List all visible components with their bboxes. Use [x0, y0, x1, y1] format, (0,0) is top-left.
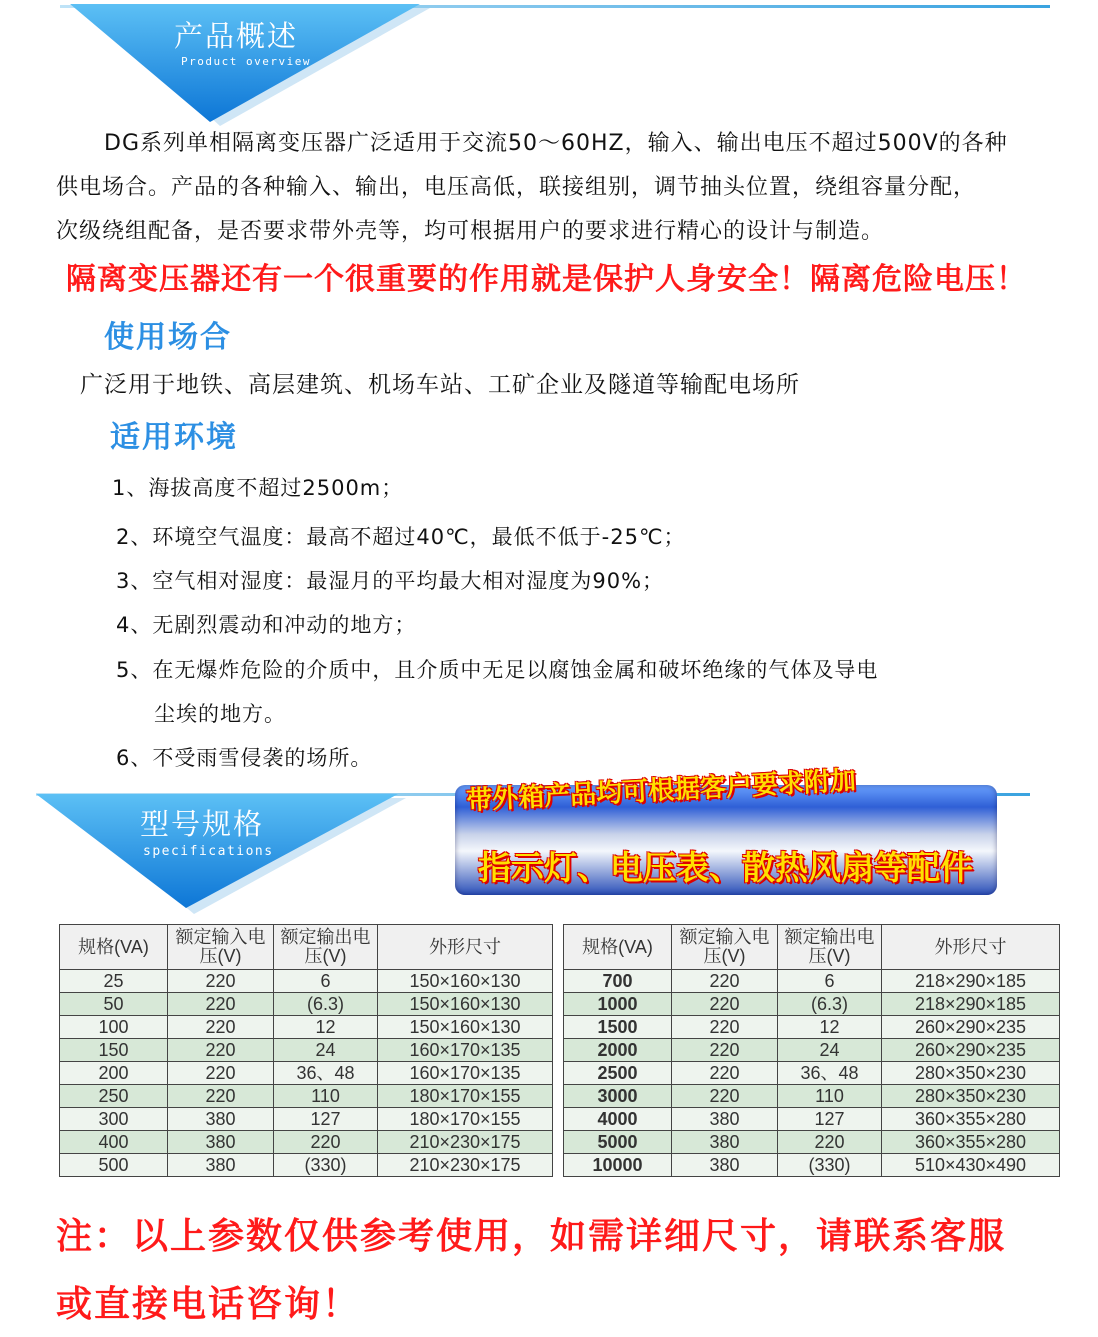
cell-output-voltage: 127 [274, 1108, 378, 1131]
env-item-5: 5、在无爆炸危险的介质中，且介质中无足以腐蚀金属和破坏绝缘的气体及导电 [116, 658, 879, 682]
cell-input-voltage: 220 [168, 1016, 274, 1039]
cell-dimensions: 150×160×130 [378, 993, 553, 1016]
cell-dimensions: 160×170×135 [378, 1062, 553, 1085]
cell-input-voltage: 380 [672, 1108, 778, 1131]
cell-capacity: 300 [60, 1108, 168, 1131]
cell-output-voltage: 36、48 [274, 1062, 378, 1085]
overview-line-3: 次级绕组配备，是否要求带外壳等，均可根据用户的要求进行精心的设计与制造。 [56, 219, 885, 244]
cell-input-voltage: 220 [168, 1039, 274, 1062]
cell-input-voltage: 220 [672, 993, 778, 1016]
cell-output-voltage: 36、48 [778, 1062, 882, 1085]
table-row [564, 1039, 1060, 1062]
section-subtitle: specifications [143, 844, 274, 859]
contact-note-line-2: 或直接电话咨询！ [56, 1284, 361, 1325]
usage-text: 广泛用于地铁、高层建筑、机场车站、工矿企业及隧道等输配电场所 [80, 372, 800, 398]
cell-capacity: 400 [60, 1131, 168, 1154]
table-row [564, 1154, 1060, 1177]
cell-output-voltage: 6 [274, 970, 378, 993]
overview-line-2: 供电场合。产品的各种输入、输出，电压高低，联接组别，调节抽头位置，绕组容量分配， [56, 175, 977, 200]
cell-output-voltage: 110 [778, 1085, 882, 1108]
header-capacity: 规格(VA) [60, 925, 168, 970]
cell-dimensions: 280×350×230 [882, 1062, 1060, 1085]
table-row [564, 1085, 1060, 1108]
table-row [564, 993, 1060, 1016]
table-row [60, 1039, 553, 1062]
cell-capacity: 25 [60, 970, 168, 993]
spec-table-left [59, 924, 553, 1177]
cell-input-voltage: 380 [168, 1131, 274, 1154]
cell-output-voltage: 127 [778, 1108, 882, 1131]
table-row [60, 1154, 553, 1177]
cell-output-voltage: 24 [274, 1039, 378, 1062]
cell-input-voltage: 220 [672, 1016, 778, 1039]
contact-note-line-1: 注：以上参数仅供参考使用，如需详细尺寸，请联系客服 [56, 1216, 1007, 1257]
section-title: 产品概述 [174, 19, 299, 53]
cell-capacity: 150 [60, 1039, 168, 1062]
header-output-voltage: 额定输出电压(V) [778, 925, 882, 970]
cell-capacity: 4000 [564, 1108, 672, 1131]
cell-dimensions: 218×290×185 [882, 993, 1060, 1016]
cell-capacity: 100 [60, 1016, 168, 1039]
cell-output-voltage: (330) [274, 1154, 378, 1177]
cell-output-voltage: 24 [778, 1039, 882, 1062]
cell-capacity: 10000 [564, 1154, 672, 1177]
cell-capacity: 500 [60, 1154, 168, 1177]
cell-dimensions: 360×355×280 [882, 1131, 1060, 1154]
table-row [564, 1016, 1060, 1039]
cell-input-voltage: 380 [168, 1154, 274, 1177]
promo-line-2: 指示灯、电压表、散热风扇等配件 [478, 848, 973, 887]
env-item-3: 3、空气相对湿度：最湿月的平均最大相对湿度为90%； [116, 569, 665, 593]
table-row [564, 970, 1060, 993]
env-item-4: 4、无剧烈震动和冲动的地方； [116, 613, 417, 637]
header-input-voltage: 额定输入电压(V) [168, 925, 274, 970]
cell-dimensions: 260×290×235 [882, 1016, 1060, 1039]
cell-input-voltage: 220 [672, 1085, 778, 1108]
cell-input-voltage: 220 [168, 1085, 274, 1108]
env-item-1: 1、海拔高度不超过2500m； [112, 476, 404, 500]
cell-output-voltage: 110 [274, 1085, 378, 1108]
table-row [564, 1131, 1060, 1154]
table-row [564, 1062, 1060, 1085]
cell-input-voltage: 220 [672, 1062, 778, 1085]
section-subtitle: Product overview [181, 55, 311, 68]
cell-output-voltage: 12 [778, 1016, 882, 1039]
header-dimensions: 外形尺寸 [882, 925, 1060, 970]
cell-capacity: 700 [564, 970, 672, 993]
cell-capacity: 1000 [564, 993, 672, 1016]
cell-capacity: 250 [60, 1085, 168, 1108]
cell-input-voltage: 380 [168, 1108, 274, 1131]
section-title: 型号规格 [140, 807, 265, 841]
cell-dimensions: 150×160×130 [378, 1016, 553, 1039]
environment-heading: 适用环境 [110, 420, 238, 455]
overview-line-1: DG系列单相隔离变压器广泛适用于交流50～60HZ，输入、输出电压不超过500V的各种 [104, 131, 1008, 156]
table-row [60, 1062, 553, 1085]
cell-capacity: 1500 [564, 1016, 672, 1039]
cell-capacity: 50 [60, 993, 168, 1016]
cell-input-voltage: 220 [168, 1062, 274, 1085]
table-row [60, 993, 553, 1016]
header-input-voltage: 额定输入电压(V) [672, 925, 778, 970]
cell-input-voltage: 220 [672, 1039, 778, 1062]
cell-input-voltage: 220 [168, 993, 274, 1016]
cell-dimensions: 510×430×490 [882, 1154, 1060, 1177]
promo-line-1: 带外箱产品均可根据客户要求附加 [465, 765, 857, 817]
cell-dimensions: 180×170×155 [378, 1085, 553, 1108]
cell-input-voltage: 220 [168, 970, 274, 993]
cell-dimensions: 210×230×175 [378, 1154, 553, 1177]
cell-dimensions: 150×160×130 [378, 970, 553, 993]
header-output-voltage: 额定输出电压(V) [274, 925, 378, 970]
safety-highlight: 隔离变压器还有一个很重要的作用就是保护人身安全！隔离危险电压！ [66, 262, 1027, 297]
cell-output-voltage: 12 [274, 1016, 378, 1039]
spec-table-right [563, 924, 1060, 1177]
table-row [60, 1085, 553, 1108]
header-dimensions: 外形尺寸 [378, 925, 553, 970]
cell-output-voltage: (6.3) [274, 993, 378, 1016]
table-row [564, 1108, 1060, 1131]
cell-dimensions: 360×355×280 [882, 1108, 1060, 1131]
cell-input-voltage: 220 [672, 970, 778, 993]
table-row [60, 1108, 553, 1131]
env-item-6: 6、不受雨雪侵袭的场所。 [116, 746, 373, 770]
cell-output-voltage: (330) [778, 1154, 882, 1177]
cell-dimensions: 218×290×185 [882, 970, 1060, 993]
cell-dimensions: 210×230×175 [378, 1131, 553, 1154]
cell-capacity: 2500 [564, 1062, 672, 1085]
cell-dimensions: 180×170×155 [378, 1108, 553, 1131]
cell-output-voltage: 6 [778, 970, 882, 993]
cell-input-voltage: 380 [672, 1154, 778, 1177]
table-row [60, 1016, 553, 1039]
cell-output-voltage: 220 [274, 1131, 378, 1154]
cell-capacity: 200 [60, 1062, 168, 1085]
cell-capacity: 5000 [564, 1131, 672, 1154]
cell-capacity: 2000 [564, 1039, 672, 1062]
cell-dimensions: 160×170×135 [378, 1039, 553, 1062]
env-item-5-cont: 尘埃的地方。 [154, 702, 286, 726]
usage-heading: 使用场合 [104, 320, 232, 355]
table-row [60, 1131, 553, 1154]
cell-dimensions: 260×290×235 [882, 1039, 1060, 1062]
cell-output-voltage: 220 [778, 1131, 882, 1154]
header-capacity: 规格(VA) [564, 925, 672, 970]
cell-input-voltage: 380 [672, 1131, 778, 1154]
cell-dimensions: 280×350×230 [882, 1085, 1060, 1108]
env-item-2: 2、环境空气温度：最高不超过40℃，最低不低于-25℃； [116, 525, 686, 549]
cell-output-voltage: (6.3) [778, 993, 882, 1016]
table-row [60, 970, 553, 993]
cell-capacity: 3000 [564, 1085, 672, 1108]
